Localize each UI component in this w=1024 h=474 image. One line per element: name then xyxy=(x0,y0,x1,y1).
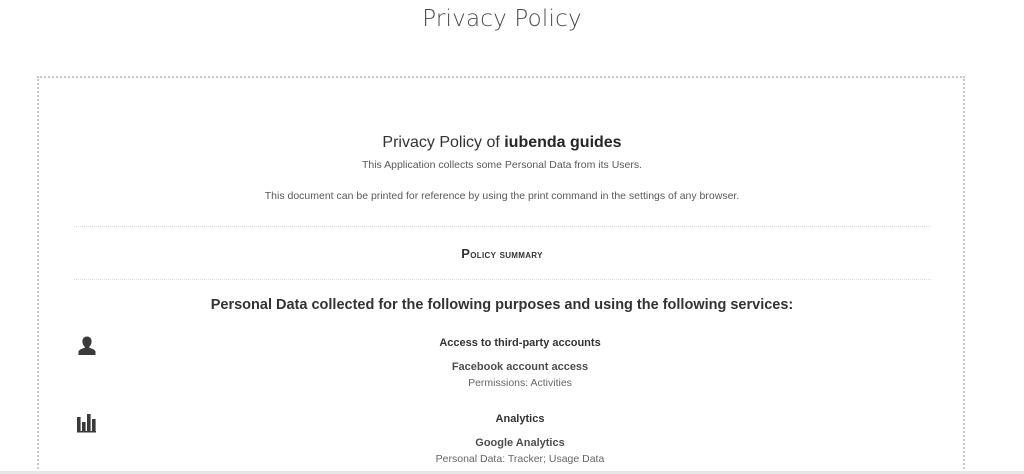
divider-bottom xyxy=(74,279,931,280)
policy-summary-heading: Policy summary xyxy=(461,246,543,261)
page-title: Privacy Policy xyxy=(422,6,582,32)
service-name: Facebook account access xyxy=(451,361,589,373)
policy-print-note: This document can be printed for reference by using the print command in the settings of any browser. xyxy=(264,190,740,202)
policy-heading-prefix: Privacy Policy of xyxy=(382,134,505,151)
policy-heading xyxy=(0,134,1004,152)
policy-intro-text: This Application collects some Personal Data from its Users. xyxy=(361,159,643,171)
service-detail: Personal Data: Tracker; Usage Data xyxy=(435,453,605,465)
purposes-heading: Personal Data collected for the following purposes and using the following services: xyxy=(210,297,794,313)
policy-app-name: iubenda guides xyxy=(504,134,622,151)
service-detail: Permissions: Activities xyxy=(468,377,572,389)
section-title: Analytics xyxy=(495,413,545,425)
section-title: Access to third-party accounts xyxy=(439,337,601,349)
divider-top xyxy=(74,226,931,227)
service-name: Google Analytics xyxy=(475,437,565,449)
